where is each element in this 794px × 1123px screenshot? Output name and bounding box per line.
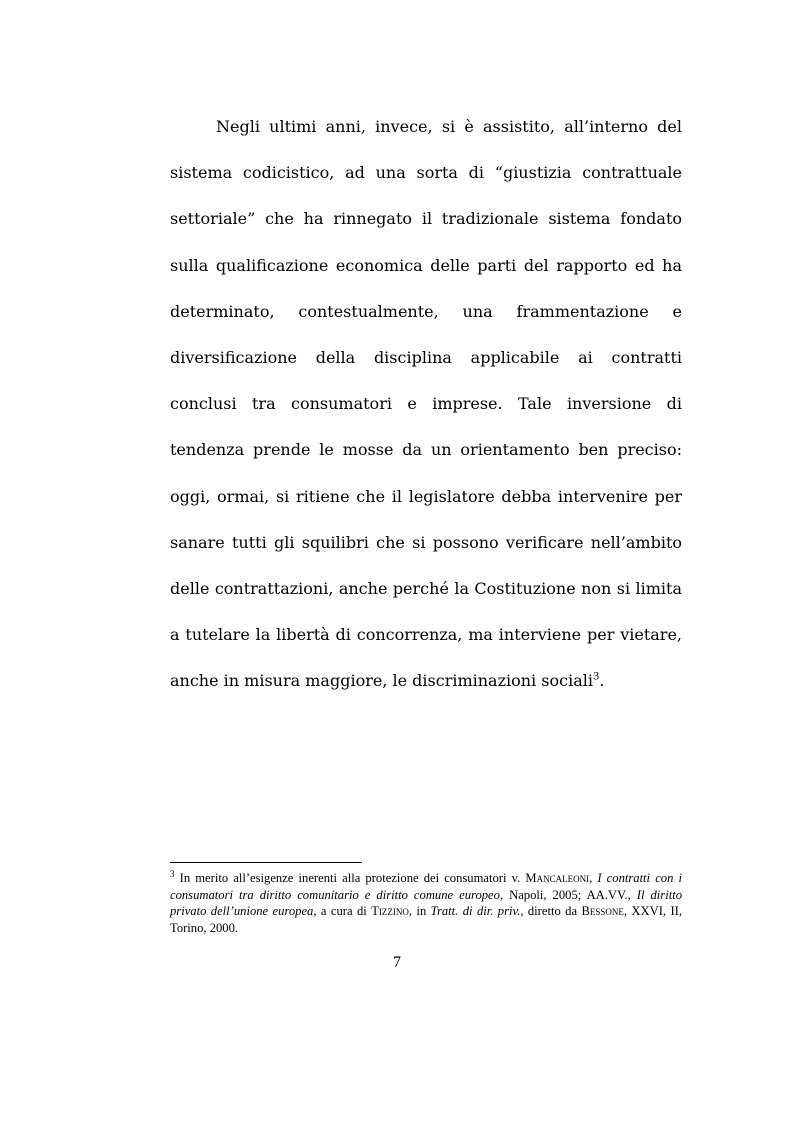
footnote-reference[interactable]: 3 — [592, 672, 600, 684]
footnote-number: 3 — [170, 868, 175, 879]
paragraph-text: Negli ultimi anni, invece, si è assistito, all’interno del sistema codicistico, ad una sorta di “giustizia contrattuale settoriale” che ha rinnegato il tradizionale sistema fondato sulla qualificazione economica delle parti del rapporto ed ha determinato, contestualmente, una frammentazione e diversificazione della disciplina applicabile ai contratti conclusi tra consumatori e imprese. Tale inversione di tendenza prende le mosse da un orientamento ben preciso: oggi, ormai, si ritiene che il legislatore debba intervenire per sanare tutti gli squilibri che si possono verificare nell’ambito delle contrattazioni, anche perché la Costituzione non si limita a tutelare la libertà di concorrenza, ma interviene per vietare, anche in misura maggiore, le discriminazioni sociali — [170, 117, 682, 691]
footnote-series-tratt: Tratt. di dir. priv. — [430, 904, 521, 918]
footnote-author-mancaleoni: Mancaleoni — [525, 871, 590, 885]
body-paragraph — [170, 104, 682, 705]
footnote-director-bessone: Bessone — [581, 904, 624, 918]
footnote-seg: , in — [408, 904, 431, 918]
footnote-seg: , diretto da — [520, 904, 582, 918]
footnote — [170, 870, 682, 936]
paragraph-end-period: . — [599, 671, 605, 691]
footnote-seg: In merito all’esigenze inerenti alla protezione dei consumatori v. — [179, 871, 526, 885]
footnote-seg: , Napoli, 2005; AA.VV., — [499, 887, 637, 902]
footnote-editor-tizzino: Tizzino — [371, 904, 409, 918]
footnote-seg: , — [589, 871, 598, 885]
footnote-title-contratti: I contratti con i consumatori tra diritto comunitario e diritto comune europeo — [170, 871, 683, 902]
page-number: 7 — [393, 954, 401, 971]
footnote-title-diritto-privato: Il diritto privato dell’unione europea — [170, 887, 683, 918]
footnote-seg: , XXVI, II, Torino, 2000. — [170, 904, 682, 935]
footnote-separator — [170, 862, 362, 863]
footnote-seg: , a cura di — [313, 904, 372, 918]
